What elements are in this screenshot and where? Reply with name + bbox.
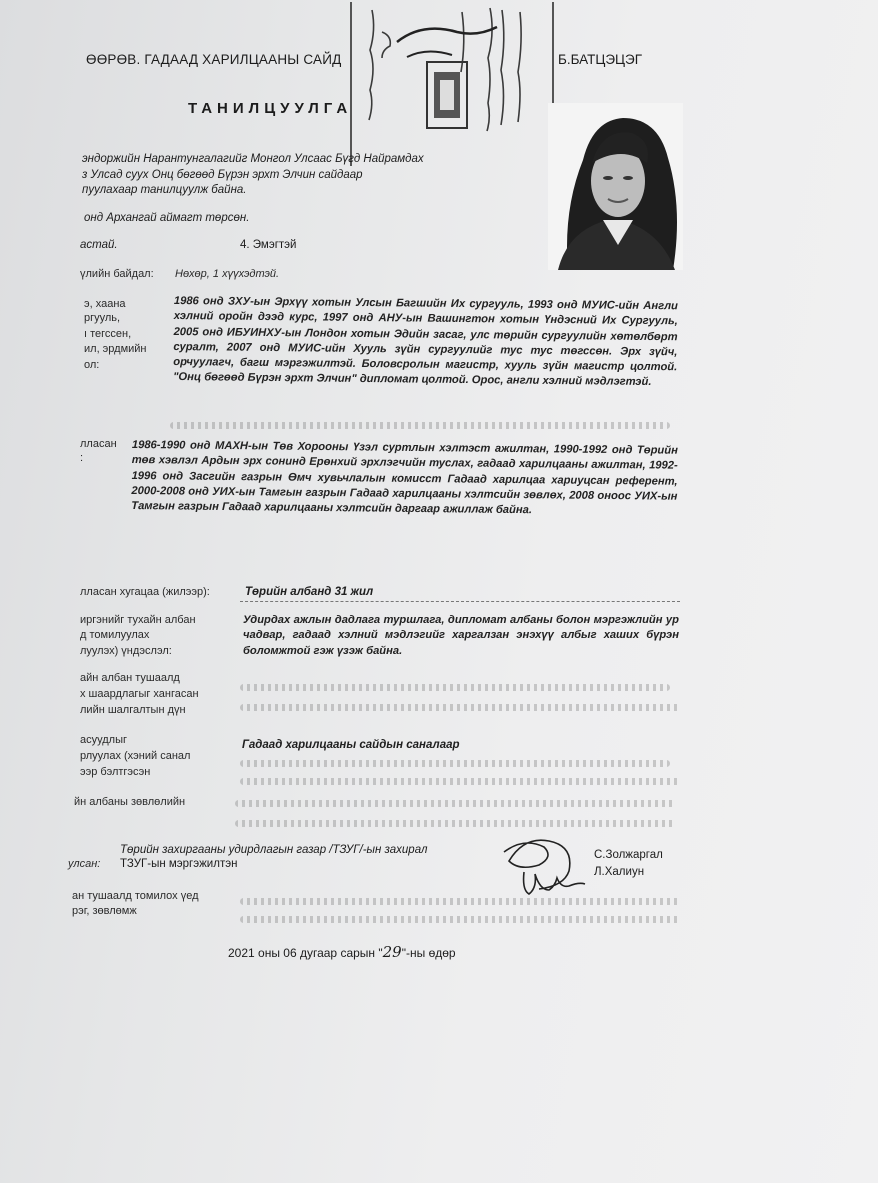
prepared-label: улсан:	[68, 858, 101, 870]
gender-value: 4. Эмэгтэй	[240, 239, 297, 251]
education-label-3: ı тегссен,	[84, 328, 132, 340]
family-value: Нөхөр, 1 хүүхэдтэй.	[175, 268, 280, 280]
faded-line	[240, 916, 680, 923]
prepared-name-1: С.Золжаргал	[594, 849, 663, 861]
consult-label-2: рлуулах (хэний санал	[80, 750, 191, 762]
consult-label-1: асуудлыг	[80, 734, 128, 746]
education-label-5: ол:	[84, 359, 100, 371]
intro-line-2: з Улсад суух Онц бөгөөд Бүрэн эрхт Элчин сайдаар	[82, 169, 363, 181]
portrait-graphic	[548, 103, 683, 270]
faded-line	[235, 800, 675, 807]
faded-line	[240, 778, 680, 785]
basis-label-2: д томилуулах	[80, 629, 150, 641]
exam-label-1: айн албан тушаалд	[80, 672, 180, 684]
portrait-photo	[548, 103, 683, 270]
date-suffix: "-ны өдөр	[401, 946, 456, 960]
header-ministry: ӨӨРӨВ. ГАДААД ХАРИЛЦААНЫ САЙД	[86, 52, 342, 67]
intro-line-1: эндоржийн Нарантунгалагийг Монгол Улсаас Бүгд Найрамдах	[82, 153, 424, 165]
age-label: астай.	[80, 239, 118, 251]
work-label-2: :	[80, 452, 84, 464]
stamp-script-graphic	[352, 2, 552, 166]
education-label-1: э, хаана	[84, 298, 126, 310]
document-title: ТАНИЛЦУУЛГА	[188, 100, 353, 117]
service-value: Төрийн албанд 31 жил	[245, 586, 374, 598]
education-text: 1986 онд ЗХУ-ын Эрхүү хотын Улсын Багшийн Их сургууль, 1993 онд МУИС-ийн Англи хэлний оройн дээд курс, 1997 онд АНУ-ын Вашингтон хотын Үндэсний Их Сургууль, 2005 онд ИБУИНХУ-ын Лондон хотын Эдийн засаг, улс төрийн сургуулийн хөтөлбөрт суралт, 2007 онд МУИС-ийн Хууль зүйн сургуулийг тус тус төгссөн. Эрх зүйч, орчуулагч, багш мэргэжилтэй. Боловсролын магистр, хууль зүйн магистр цолтой. "Онц бөгөөд Бүрэн эрхт Элчин" дипломат цолтой. Орос, англи хэлний мэдлэгтэй.	[173, 294, 678, 389]
date-day: 29	[382, 943, 402, 961]
birth-info: онд Архангай аймагт төрсөн.	[84, 212, 250, 224]
education-label-4: ил, эрдмийн	[84, 343, 147, 355]
service-label: лласан хугацаа (жилээр):	[80, 586, 210, 598]
document-date	[228, 943, 456, 961]
prepared-line-1: Төрийн захиргааны удирдлагын газар /ТЗУГ/-ын захирал	[120, 844, 428, 856]
prepared-name-2: Л.Халиун	[594, 866, 645, 878]
service-underline	[240, 601, 680, 602]
prepared-line-2: ТЗУГ-ын мэргэжилтэн	[120, 858, 238, 870]
council-label: йн албаны зөвлөлийн	[74, 796, 186, 808]
intro-line-3: пуулахаар танилцуулж байна.	[82, 184, 247, 196]
exam-label-3: лийн шалгалтын дүн	[80, 704, 186, 716]
faded-line	[235, 820, 675, 827]
consult-label-3: ээр бэлтгэсэн	[80, 766, 151, 778]
date-prefix: 2021 оны 06 дугаар сарын "	[228, 946, 383, 960]
education-label-2: ргууль,	[84, 312, 121, 324]
official-stamp	[350, 2, 554, 166]
faded-line	[240, 760, 670, 767]
advice-label-2: рэг, зөвлөмж	[72, 905, 137, 917]
faded-line	[240, 898, 680, 905]
faded-line	[240, 684, 670, 691]
basis-label-3: луулэх) үндэслэл:	[80, 645, 172, 657]
consult-value: Гадаад харилцааны сайдын саналаар	[242, 739, 460, 751]
faded-line	[170, 422, 670, 429]
basis-label-1: иргэнийг тухайн албан	[80, 614, 196, 626]
advice-label-1: ан тушаалд томилох үед	[72, 890, 199, 902]
work-text: 1986-1990 онд МАХН-ын Төв Хорооны Үзэл суртлын хэлтэст ажилтан, 1990-1992 онд Төрийн төв хэвлэл Ардын эрх сонинд Ерөнхий эрхлэгчийн туслах, гадаад харилцааны ажилтан, 1992-1996 онд Засгийн газрын Өмч хувьчлалын комисст Гадаад харилцаа хариуцсан референт, 2000-2008 онд УИХ-ын Тамгын газрын Гадаад харилцааны хэлтсийн зөвлөх, 2008 оноос УИХ-ын Тамгын газрын Гадаад харилцааны хэлтсийн даргаар ажиллаж байна.	[131, 438, 678, 517]
family-label: үлийн байдал:	[80, 268, 154, 280]
work-label-1: лласан	[80, 438, 117, 450]
exam-label-2: х шаардлагыг хангасан	[80, 688, 199, 700]
faded-line	[240, 704, 680, 711]
basis-text: Удирдах ажлын дадлага туршлага, дипломат албаны болон мэргэжлийн ур чадвар, гадаад хэлний мэдлэгийг харгалзан энэхүү албыг хаших бүрэн боломжтой гэж үзэж байна.	[243, 614, 679, 657]
handwritten-signature	[494, 822, 594, 902]
header-signer: Б.БАТЦЭЦЭГ	[558, 52, 643, 67]
